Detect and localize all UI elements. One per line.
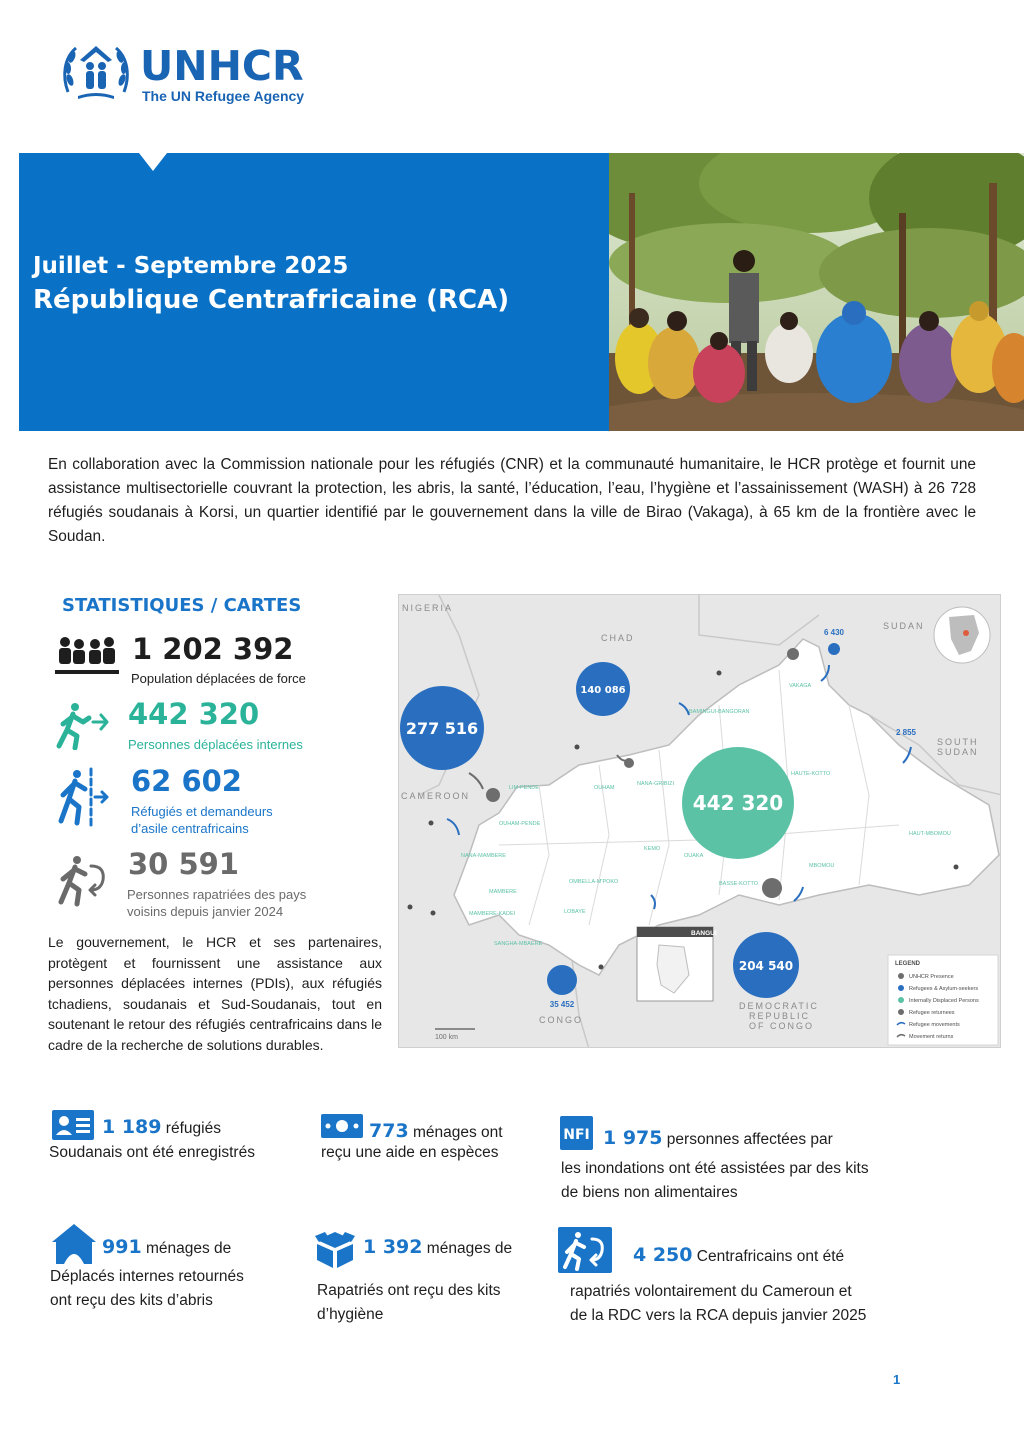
logo-name: UNHCR	[140, 42, 304, 90]
legend-returnees: Refugee returnees	[909, 1010, 955, 1016]
svg-text:HAUT-MBOMOU: HAUT-MBOMOU	[909, 831, 951, 837]
legend-refugee-movements: Refugee movements	[909, 1022, 960, 1028]
svg-text:BASSE-KOTTO: BASSE-KOTTO	[719, 881, 759, 887]
unhcr-emblem-icon	[60, 40, 132, 104]
fact-registered-number: 1 189	[102, 1116, 162, 1138]
fact-hygiene-line2: Rapatriés ont reçu des kits	[317, 1282, 501, 1299]
stat-label-returnees-line1: Personnes rapatriées des pays	[127, 887, 307, 902]
fact-repatriation-line3: de la RDC vers la RCA depuis janvier 2025	[570, 1307, 867, 1324]
label-nigeria: NIGERIA	[402, 603, 454, 613]
svg-text:NANA-MAMBERE: NANA-MAMBERE	[461, 853, 506, 859]
legend-title: LEGEND	[895, 961, 921, 967]
bubble-drc-label: 204 540	[738, 959, 794, 973]
fact-nfi-text: personnes affectées par	[662, 1131, 833, 1148]
svg-text:SANGHA-MBAERE: SANGHA-MBAERE	[494, 941, 543, 947]
band-notch	[139, 153, 167, 171]
svg-text:OUAKA: OUAKA	[684, 853, 704, 859]
report-title: République Centrafricaine (RCA)	[33, 285, 510, 315]
label-drc-1: DEMOCRATIC	[739, 1001, 819, 1011]
legend-presence: UNHCR Presence	[909, 974, 954, 980]
fact-repatriation-text: Centrafricains ont été	[692, 1248, 845, 1265]
fact-hygiene-text: ménages de	[422, 1240, 513, 1257]
label-south-sudan-2: SUDAN	[937, 747, 979, 757]
people-group-icon	[55, 632, 119, 680]
stat-label-refugees-line1: Réfugiés et demandeurs	[131, 804, 273, 819]
fact-cash-line2: reçu une aide en espèces	[321, 1144, 499, 1161]
bubble-sudan-label: 6 430	[823, 628, 845, 637]
fact-hygiene	[363, 1235, 512, 1261]
map-legend	[888, 955, 998, 1045]
fact-registered-text: réfugiés	[161, 1120, 221, 1137]
bubble-south-sudan-label: 2 855	[895, 728, 917, 737]
fact-repatriation-number: 4 250	[633, 1244, 693, 1266]
logo-tagline: The UN Refugee Agency	[142, 88, 305, 104]
svg-text:MBOMOU: MBOMOU	[809, 863, 835, 869]
repatriation-icon	[558, 1227, 612, 1273]
bubble-idp-label: 442 320	[692, 791, 784, 815]
svg-text:OUHAM: OUHAM	[594, 785, 615, 791]
svg-text:OUHAM-PENDE: OUHAM-PENDE	[499, 821, 541, 827]
fact-cash-text: ménages ont	[408, 1124, 503, 1141]
stat-label-refugees-line2: d’asile centrafricains	[131, 821, 249, 836]
bubble-chad-label: 140 086	[580, 685, 626, 696]
fact-repatriation	[633, 1243, 844, 1269]
fact-nfi-line3: de biens non alimentaires	[561, 1184, 738, 1201]
returnee-point-west	[486, 788, 500, 802]
report-period: Juillet - Septembre 2025	[33, 253, 349, 279]
label-cameroon: CAMEROON	[401, 791, 471, 801]
bubble-sudan	[828, 643, 840, 655]
bubble-congo-label: 35 452	[549, 1000, 575, 1009]
label-south-sudan-1: SOUTH	[937, 737, 979, 747]
fact-nfi	[603, 1126, 833, 1152]
svg-text:MAMBERE-KADEI: MAMBERE-KADEI	[469, 911, 516, 917]
government-paragraph: Le gouvernement, le HCR et ses partenaires, protègent et fournissent une assistance aux personnes déplacées internes (PDIs), aux réfugiés tchadiens, soudanais et Sud-Soudanais, tout en soutenant le retour des réfugiés centrafricains dans le cadre de la recherche de solutions durables.	[48, 934, 382, 1053]
fact-shelter-line2: Déplacés internes retournés	[50, 1268, 244, 1285]
fact-shelter-text: ménages de	[141, 1240, 232, 1257]
stat-value-forcibly-displaced: 1 202 392	[132, 632, 294, 666]
stat-label-idp: Personnes déplacées internes	[128, 737, 303, 752]
refugee-border-icon	[55, 767, 111, 829]
running-person-icon	[55, 700, 111, 750]
page-number: 1	[893, 1372, 901, 1387]
header-band	[19, 153, 609, 431]
stat-value-idp: 442 320	[128, 697, 260, 731]
fact-registered	[102, 1115, 221, 1141]
fact-registered-line2: Soudanais ont été enregistrés	[49, 1144, 255, 1161]
id-card-icon	[52, 1110, 94, 1140]
stat-value-refugees: 62 602	[131, 764, 242, 798]
bubble-cameroon-label: 277 516	[405, 719, 479, 738]
fact-shelter	[102, 1235, 231, 1261]
returnee-icon	[55, 852, 111, 908]
cash-icon	[321, 1114, 363, 1138]
svg-text:LIM-PENDE: LIM-PENDE	[509, 785, 539, 791]
map-scale: 100 km	[435, 1034, 458, 1041]
car-operational-map	[398, 594, 1001, 1048]
fact-cash-number: 773	[369, 1120, 409, 1142]
label-congo: CONGO	[539, 1015, 584, 1025]
legend-idp: Internally Displaced Persons	[909, 998, 979, 1004]
fact-repatriation-line2: rapatriés volontairement du Cameroun et	[570, 1283, 852, 1300]
fact-hygiene-number: 1 392	[363, 1236, 423, 1258]
stat-label-returnees-line2: voisins depuis janvier 2024	[127, 904, 284, 919]
svg-text:HAUTE-KOTTO: HAUTE-KOTTO	[791, 771, 831, 777]
returnee-point-vakaga	[787, 648, 799, 660]
legend-refugees: Refugees & Asylum-seekers	[909, 986, 979, 992]
label-chad: CHAD	[601, 633, 635, 643]
svg-text:LOBAYE: LOBAYE	[564, 909, 586, 915]
label-sudan: SUDAN	[883, 621, 925, 631]
stats-title: STATISTIQUES / CARTES	[62, 595, 302, 616]
nfi-icon	[560, 1116, 593, 1150]
stat-value-returnees: 30 591	[128, 847, 239, 881]
svg-text:MAMBERE: MAMBERE	[489, 889, 517, 895]
returnee-point-nord	[624, 758, 634, 768]
stat-label-forcibly-displaced: Population déplacées de force	[131, 671, 306, 686]
fact-shelter-number: 991	[102, 1236, 142, 1258]
bubble-congo	[547, 965, 577, 995]
fact-nfi-line2: les inondations ont été assistées par des kits	[561, 1160, 869, 1177]
fact-shelter-line3: ont reçu des kits d’abris	[50, 1292, 213, 1309]
intro-paragraph: En collaboration avec la Commission nationale pour les réfugiés (CNR) et la communauté humanitaire, le HCR protège et fournit une assistance multisectorielle couvrant la protection, les abris, la santé, l’éducation, l’eau, l’hygiène et l’assainissement (WASH) à 26 728 réfugiés soudanais à Korsi, un quartier identifié par le gouvernement dans la ville de Birao (Vakaga), à 65 km de la frontière avec le Soudan.	[48, 456, 976, 545]
svg-text:NANA-GRIBIZI: NANA-GRIBIZI	[637, 781, 674, 787]
label-drc-2: REPUBLIC	[749, 1011, 811, 1021]
fact-nfi-number: 1 975	[603, 1127, 663, 1149]
unhcr-logo	[60, 40, 340, 104]
svg-text:VAKAGA: VAKAGA	[789, 683, 812, 689]
nfi-icon-text: NFI	[563, 1127, 590, 1143]
hygiene-kit-icon	[313, 1228, 357, 1268]
header-photo	[609, 153, 1024, 431]
bangui-label: BANGUI	[691, 930, 717, 937]
returnee-point-east	[762, 878, 782, 898]
fact-hygiene-line3: d’hygiène	[317, 1306, 384, 1323]
label-drc-3: OF CONGO	[749, 1021, 814, 1031]
legend-movement-returns: Movement returns	[909, 1034, 954, 1040]
shelter-icon	[52, 1222, 96, 1264]
svg-text:KEMO: KEMO	[644, 846, 661, 852]
svg-text:BAMINGUI-BANGORAN: BAMINGUI-BANGORAN	[689, 709, 750, 715]
svg-text:OMBELLA-M'POKO: OMBELLA-M'POKO	[569, 879, 619, 885]
